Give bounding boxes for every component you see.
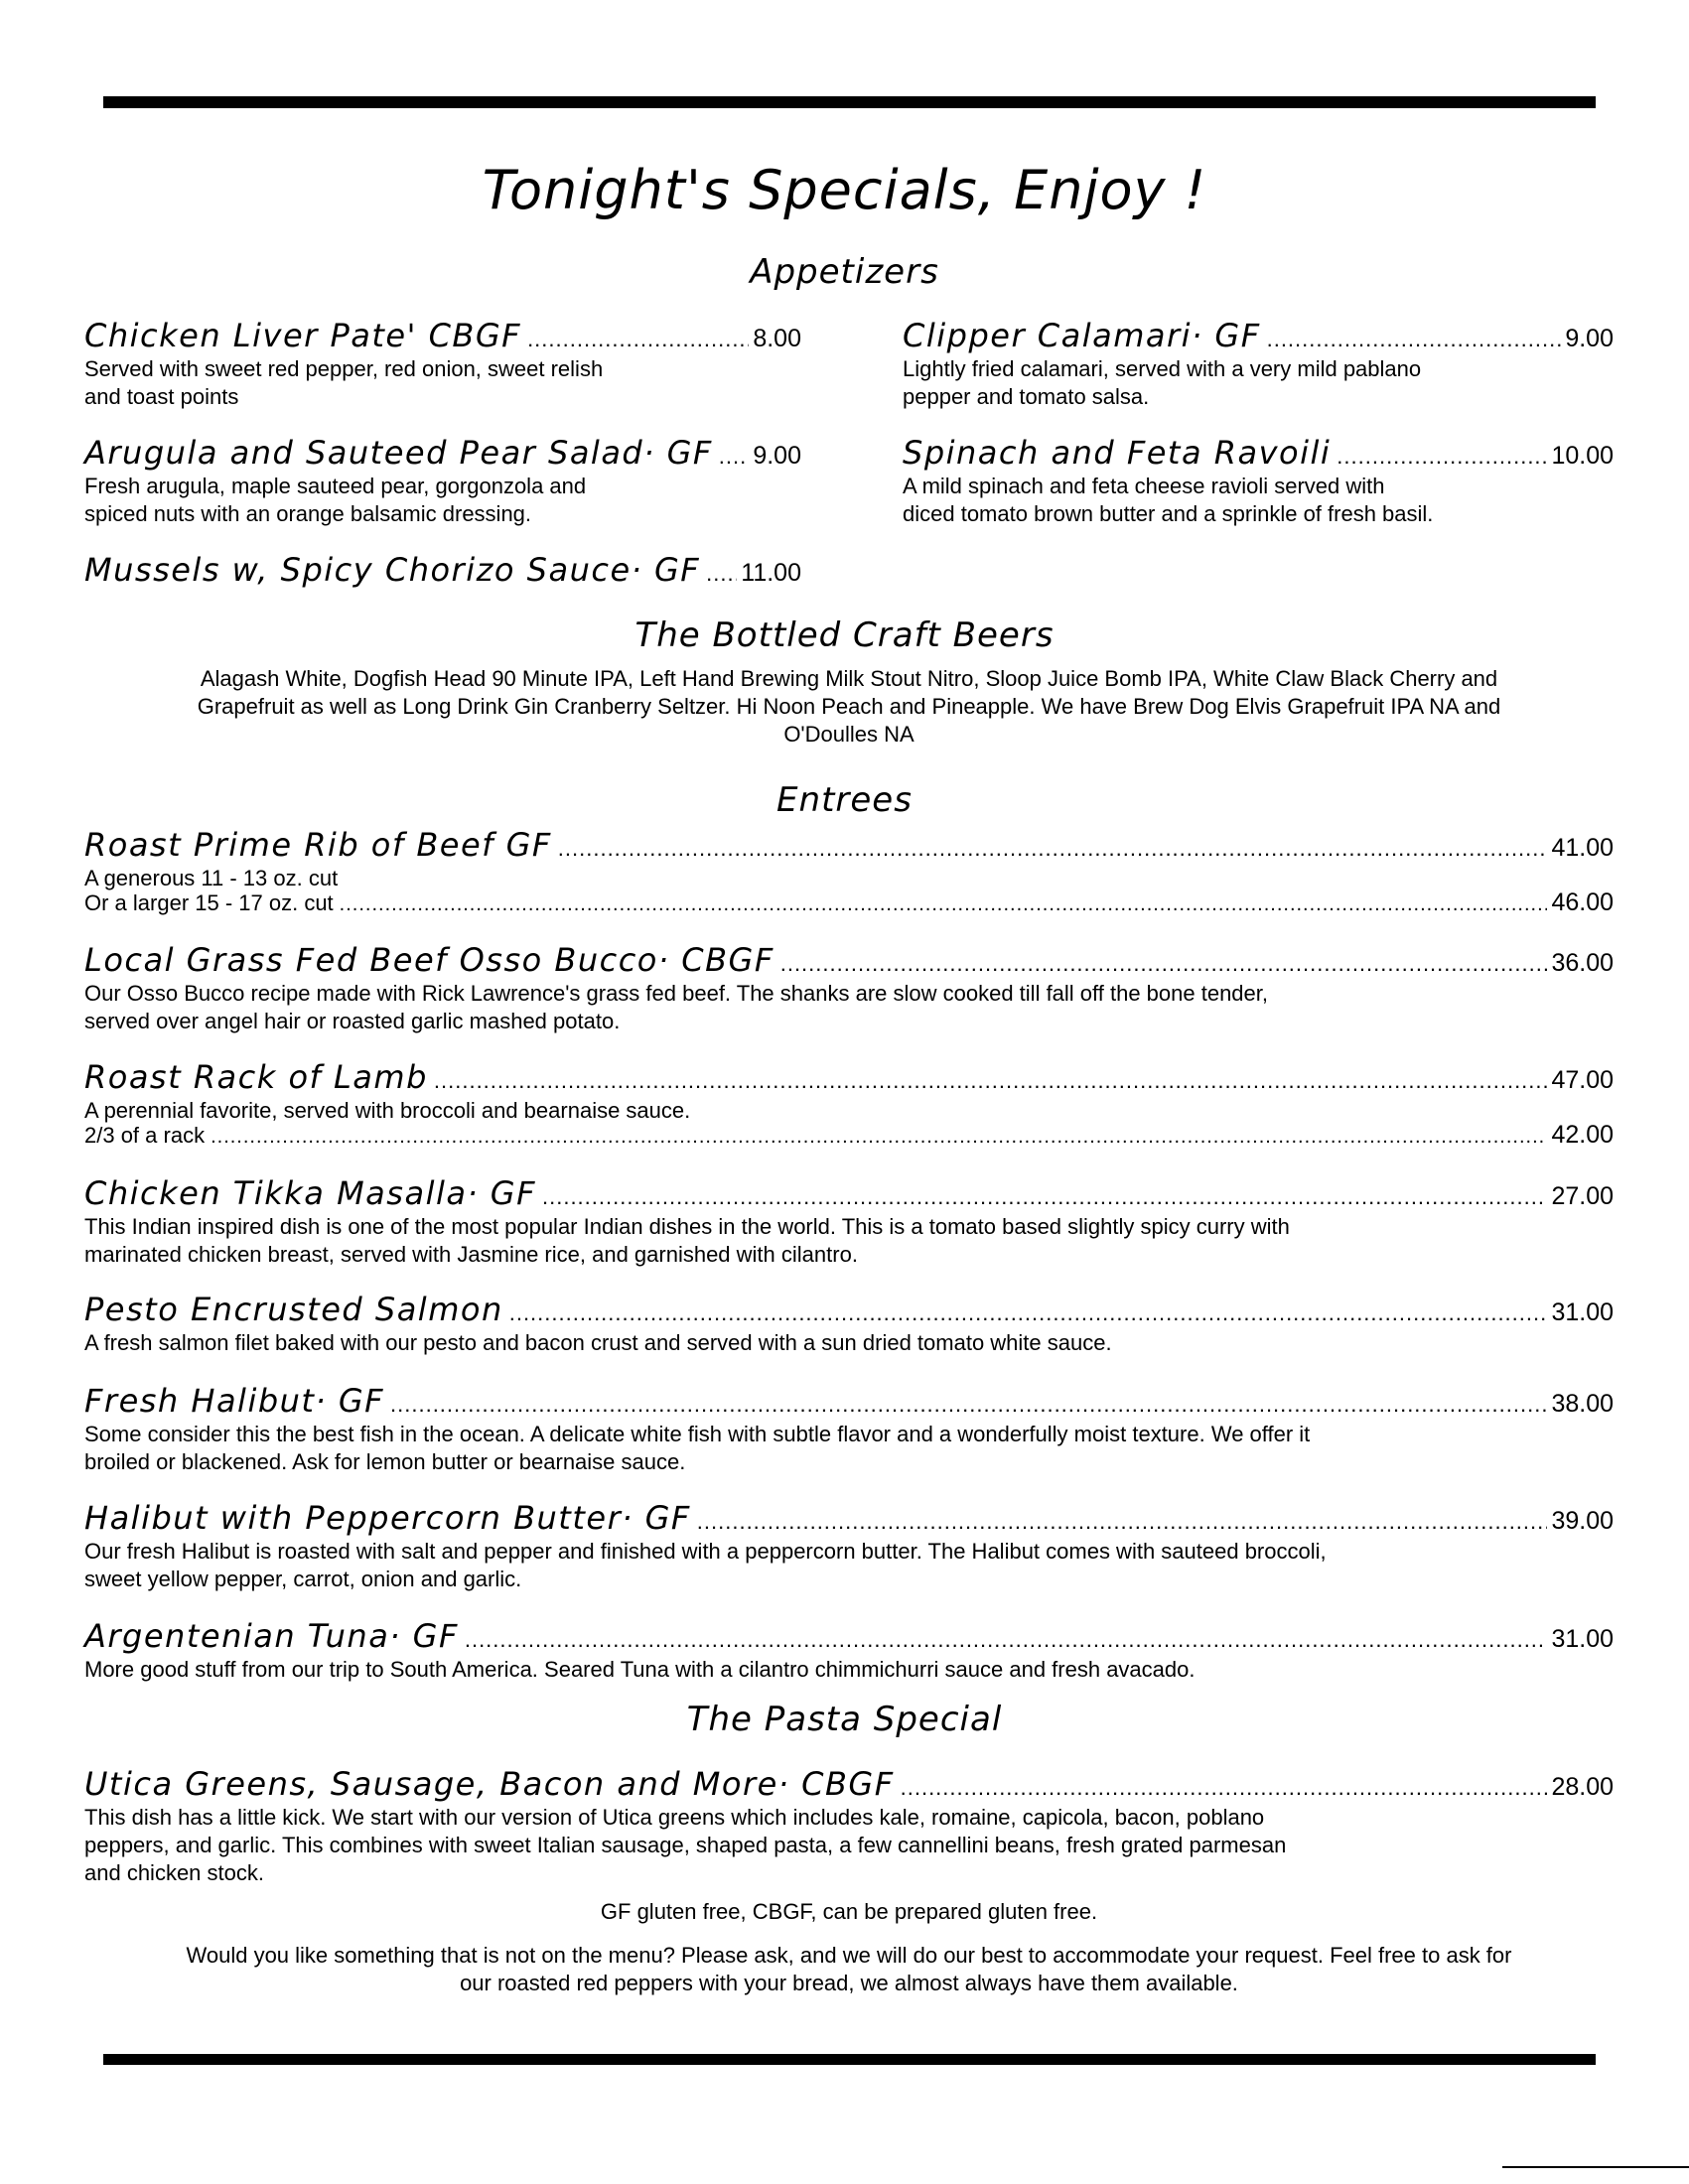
dot-leader <box>1267 327 1562 352</box>
dot-leader <box>697 1509 1548 1535</box>
item-description: and chicken stock. <box>84 1860 264 1885</box>
item-name: Roast Prime Rib of Beef GF <box>84 826 552 864</box>
item-price: 10.00 <box>1551 442 1614 470</box>
item-description: spiced nuts with an orange balsamic dressing. <box>84 501 532 526</box>
section-heading-appetizers: Appetizers <box>750 252 939 292</box>
item-description: This dish has a little kick. We start with our version of Utica greens which includes kale, romaine, capicola, bacon, poblano <box>84 1805 1265 1830</box>
item-name: Halibut with Peppercorn Butter· GF <box>84 1499 691 1537</box>
dot-leader <box>1337 444 1547 470</box>
menu-item <box>84 1173 1614 1269</box>
item-description: A fresh salmon filet baked with our pesto and bacon crust and served with a sun dried tomato white sauce. <box>84 1330 1112 1355</box>
item-description: marinated chicken breast, served with Jasmine rice, and garnished with cilantro. <box>84 1242 858 1267</box>
bottom-rule <box>103 2054 1596 2065</box>
item-name: Local Grass Fed Beef Osso Bucco· CBGF <box>84 941 774 979</box>
item-description: diced tomato brown butter and a sprinkle of fresh basil. <box>903 501 1434 526</box>
menu-item <box>84 1764 1614 1887</box>
item-description: A generous 11 - 13 oz. cut <box>84 866 339 890</box>
menu-item <box>84 940 1614 1035</box>
dot-leader <box>542 1184 1547 1210</box>
gluten-free-legend: GF gluten free, CBGF, can be prepared gluten free. <box>600 1899 1098 1924</box>
item-description: sweet yellow pepper, carrot, onion and garlic. <box>84 1567 522 1591</box>
item-price: 36.00 <box>1551 949 1614 977</box>
section-heading-pasta: The Pasta Special <box>686 1700 1003 1739</box>
item-name: Argentenian Tuna· GF <box>84 1617 459 1655</box>
dot-leader <box>901 1775 1548 1801</box>
item-name: Fresh Halibut· GF <box>84 1382 385 1420</box>
menu-item <box>903 433 1614 528</box>
item-price: 27.00 <box>1551 1182 1614 1210</box>
dot-leader <box>340 892 1548 916</box>
menu-item <box>84 433 801 528</box>
beer-list-line: Grapefruit as well as Long Drink Gin Cranberry Seltzer. Hi Noon Peach and Pineapple. We have Brew Dog Elvis Grapefruit IPA NA and <box>197 694 1501 719</box>
item-price: 31.00 <box>1551 1625 1614 1653</box>
item-description: A mild spinach and feta cheese ravioli served with <box>903 474 1385 498</box>
item-name: Mussels w, Spicy Chorizo Sauce· GF <box>84 551 701 589</box>
dot-leader <box>780 951 1548 977</box>
dot-leader <box>465 1627 1548 1653</box>
item-description: A perennial favorite, served with broccoli and bearnaise sauce. <box>84 1098 691 1123</box>
dot-leader <box>434 1068 1548 1094</box>
sub-option-label: Or a larger 15 - 17 oz. cut <box>84 890 334 915</box>
menu-item <box>903 316 1614 411</box>
item-description: served over angel hair or roasted garlic mashed potato. <box>84 1009 621 1033</box>
dot-leader <box>558 836 1548 862</box>
dot-leader <box>527 327 749 352</box>
beer-list-line: O'Doulles NA <box>783 722 915 747</box>
item-description: broiled or blackened. Ask for lemon butter or bearnaise sauce. <box>84 1449 686 1474</box>
dot-leader <box>719 444 750 470</box>
item-name: Utica Greens, Sausage, Bacon and More· CBGF <box>84 1765 895 1803</box>
menu-item <box>84 316 801 411</box>
item-description: pepper and tomato salsa. <box>903 384 1150 409</box>
dot-leader <box>390 1392 1547 1418</box>
item-price: 11.00 <box>741 559 801 587</box>
dot-leader <box>706 561 737 587</box>
menu-item <box>84 1498 1614 1593</box>
menu-item <box>84 1381 1614 1476</box>
item-description: peppers, and garlic. This combines with sweet Italian sausage, shaped pasta, a few cannellini beans, fresh grated parmesan <box>84 1833 1287 1857</box>
menu-item <box>84 1057 1614 1149</box>
item-description: More good stuff from our trip to South America. Seared Tuna with a cilantro chimmichurri sauce and fresh avacado. <box>84 1657 1196 1682</box>
dot-leader <box>509 1300 1548 1326</box>
section-heading-beers: The Bottled Craft Beers <box>634 615 1055 655</box>
item-price: 8.00 <box>753 325 801 352</box>
item-description: Lightly fried calamari, served with a very mild pablano <box>903 356 1422 381</box>
item-price: 38.00 <box>1551 1390 1614 1418</box>
item-description: Our fresh Halibut is roasted with salt and pepper and finished with a peppercorn butter. The Halibut comes with sauteed broccoli, <box>84 1539 1327 1564</box>
item-price: 41.00 <box>1551 834 1614 862</box>
top-rule <box>103 96 1596 108</box>
item-description: and toast points <box>84 384 239 409</box>
menu-item <box>84 825 1614 916</box>
sub-option-price: 46.00 <box>1551 888 1614 916</box>
item-description: Fresh arugula, maple sauteed pear, gorgonzola and <box>84 474 587 498</box>
item-price: 9.00 <box>1565 325 1614 352</box>
menu-item <box>84 1290 1614 1357</box>
item-price: 28.00 <box>1551 1773 1614 1801</box>
footer-note <box>84 1942 1614 1997</box>
scan-mark <box>1502 2166 1689 2168</box>
page-title: Tonight's Specials, Enjoy ! <box>482 159 1207 221</box>
item-name: Pesto Encrusted Salmon <box>84 1291 503 1328</box>
item-description: This Indian inspired dish is one of the most popular Indian dishes in the world. This is a tomato based slightly spicy curry with <box>84 1214 1290 1239</box>
item-description: Served with sweet red pepper, red onion, sweet relish <box>84 356 604 381</box>
item-price: 9.00 <box>753 442 801 470</box>
item-name: Spinach and Feta Ravoili <box>903 434 1332 472</box>
item-price: 39.00 <box>1551 1507 1614 1535</box>
menu-item <box>84 1616 1614 1684</box>
section-heading-entrees: Entrees <box>776 780 913 820</box>
sub-option-label: 2/3 of a rack <box>84 1123 206 1148</box>
beer-list-line: Alagash White, Dogfish Head 90 Minute IPA, Left Hand Brewing Milk Stout Nitro, Sloop Juice Bomb IPA, White Claw Black Cherry and <box>200 666 1498 691</box>
footer-note-line: Would you like something that is not on the menu? Please ask, and we will do our best to accommodate your request. Feel free to ask for <box>186 1943 1512 1968</box>
item-name: Roast Rack of Lamb <box>84 1058 428 1096</box>
dot-leader <box>211 1125 1547 1149</box>
item-name: Chicken Liver Pate' CBGF <box>84 317 522 354</box>
item-price: 31.00 <box>1551 1298 1614 1326</box>
beer-list <box>84 665 1614 749</box>
sub-option-price: 42.00 <box>1551 1121 1614 1149</box>
item-name: Chicken Tikka Masalla· GF <box>84 1174 536 1212</box>
item-description: Our Osso Bucco recipe made with Rick Lawrence's grass fed beef. The shanks are slow cooked till fall off the bone tender, <box>84 981 1269 1006</box>
menu-item <box>84 550 801 590</box>
item-description: Some consider this the best fish in the ocean. A delicate white fish with subtle flavor and a wonderfully moist texture. We offer it <box>84 1422 1311 1446</box>
item-price: 47.00 <box>1551 1066 1614 1094</box>
footer-note-line: our roasted red peppers with your bread, we almost always have them available. <box>460 1971 1238 1995</box>
item-name: Clipper Calamari· GF <box>903 317 1261 354</box>
item-name: Arugula and Sauteed Pear Salad· GF <box>84 434 713 472</box>
